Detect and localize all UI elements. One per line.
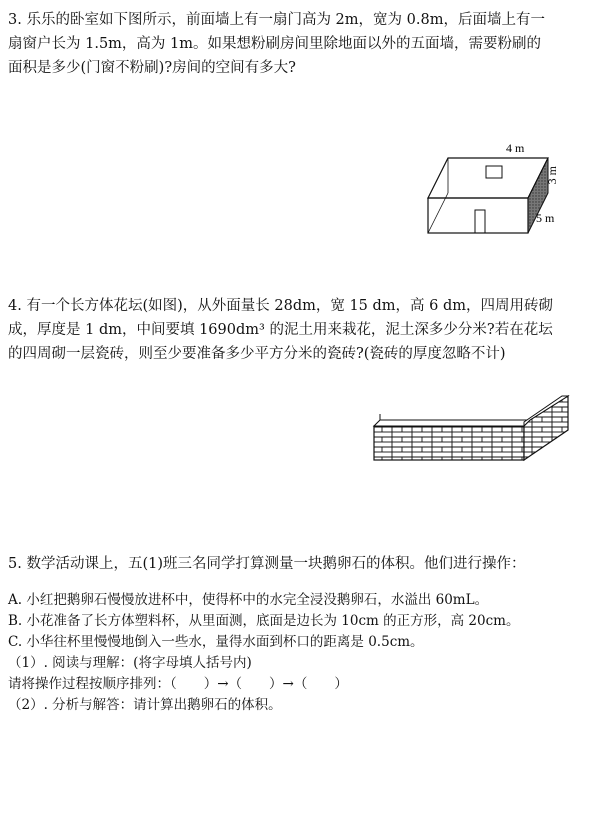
question-4-text	[8, 294, 592, 366]
height-label: 3 m	[545, 166, 559, 185]
question-5-steps	[8, 590, 592, 716]
q3-line-1: 3. 乐乐的卧室如下图所示，前面墙上有一扇门高为 2m，宽为 0.8m，后面墙上有一	[8, 12, 545, 28]
q5-step-b: B. 小花准备了长方体塑料杯，从里面测，底面是边长为 10cm 的正方形，高 20cm。	[8, 613, 520, 629]
q5-order-prompt: 请将操作过程按顺序排列：（ ）→（ ）→（ ）	[8, 676, 348, 692]
width-label: 5 m	[536, 211, 555, 225]
front-wall-top	[374, 420, 530, 426]
front-brick-wall	[374, 426, 524, 460]
question-5-intro	[8, 552, 592, 576]
q4-line-2: 成，厚度是 1 dm，中间要填 1690dm³ 的泥土用来栽花，泥土深多少分米?若在花坛	[8, 322, 553, 338]
room-window	[486, 166, 502, 178]
q3-line-2: 扇窗户长为 1.5m，高为 1m。如果想粉刷房间里除地面以外的五面墙，需要粉刷的	[8, 36, 541, 52]
side-brick-wall	[524, 396, 568, 460]
q3-line-3: 面积是多少(门窗不粉刷)?房间的空间有多大?	[8, 60, 296, 76]
q4-line-3: 的四周砌一层瓷砖，则至少要准备多少平方分米的瓷砖?(瓷砖的厚度忽略不计)	[8, 346, 506, 362]
length-label: 4 m	[506, 141, 525, 155]
q5-step-a: A. 小红把鹅卵石慢慢放进杯中，使得杯中的水完全浸没鹅卵石，水溢出 60mL。	[8, 592, 489, 608]
flower-bed-figure	[372, 392, 572, 464]
question-3-text	[8, 8, 592, 80]
q5-intro: 5. 数学活动课上，五(1)班三名同学打算测量一块鹅卵石的体积。他们进行操作：	[8, 556, 526, 572]
q5-sub-question-1: （1）. 阅读与理解：(将字母填人括号内)	[8, 655, 252, 671]
q5-sub-question-2: （2）. 分析与解答：请计算出鹅卵石的体积。	[8, 697, 282, 713]
room-door	[475, 210, 485, 233]
q4-line-1: 4. 有一个长方体花坛(如图)，从外面量长 28dm，宽 15 dm，高 6 dm，四周用砖砌	[8, 298, 554, 314]
q5-step-c: C. 小华往杯里慢慢地倒入一些水，量得水面到杯口的距离是 0.5cm。	[8, 634, 424, 650]
room-box-figure	[418, 138, 568, 238]
